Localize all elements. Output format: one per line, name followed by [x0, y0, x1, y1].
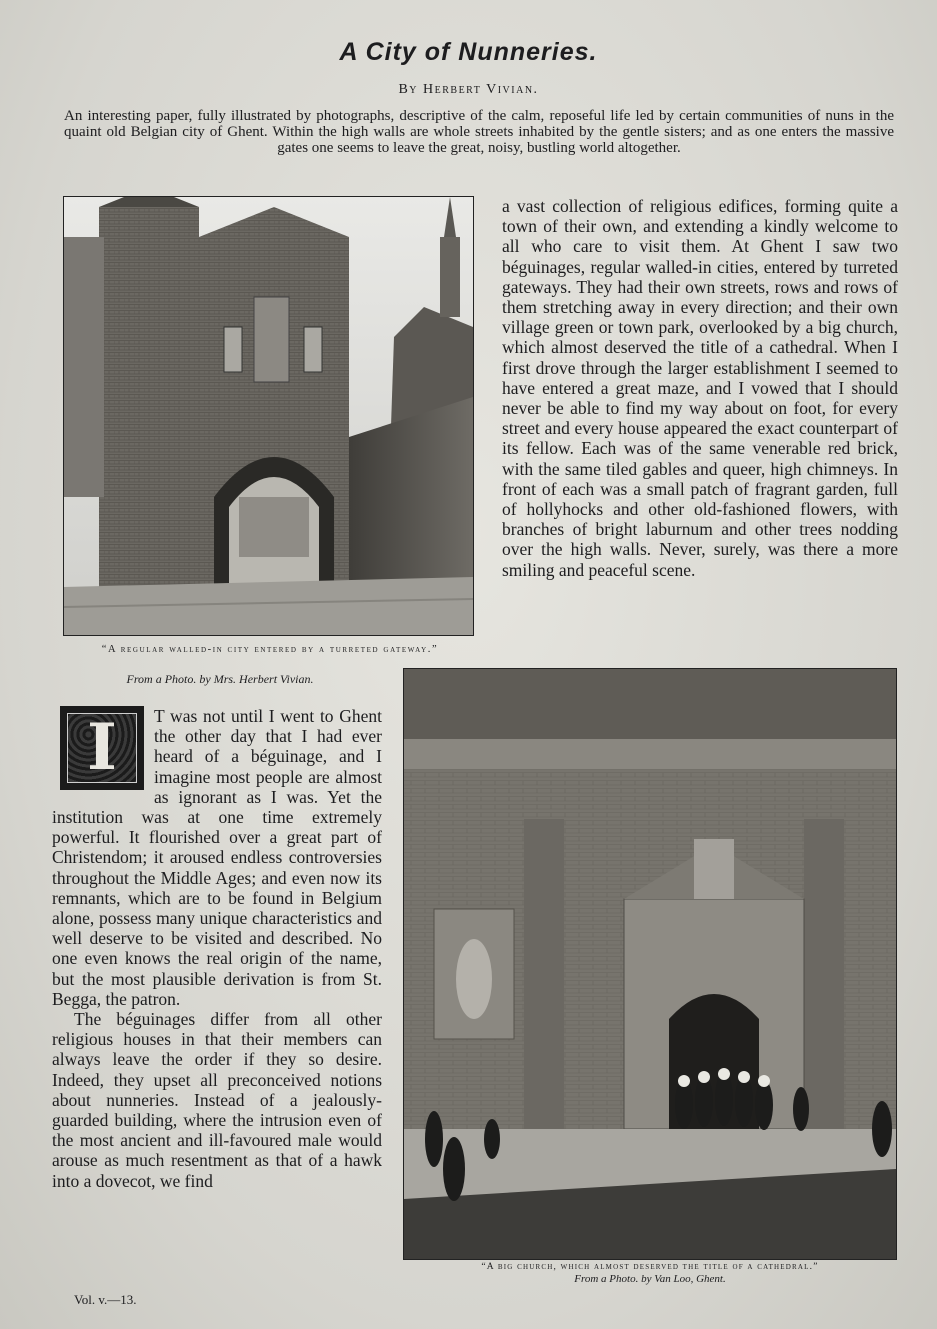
caption-gateway: “A regular walled-in city entered by a turreted gateway.”	[101, 644, 439, 655]
article-standfirst: An interesting paper, fully illustrated by photographs, descriptive of the calm, reposeful life led by certain communities of nuns in the quaint old Belgian city of Ghent. Within the high walls are whole streets inhabited by the gentle sisters; and as one enters the massive gates one seems to leave the great, noisy, bustling world altogether.	[64, 108, 894, 156]
church-illustration	[404, 669, 896, 1259]
page-folio: Vol. v.—13.	[74, 1292, 137, 1307]
body-column-left	[52, 706, 382, 1191]
article-byline: By Herbert Vivian.	[398, 82, 539, 97]
paragraph-1: T was not until I went to Ghent the other day that I had ever heard of a béguinage, and I imagine most people are almost as ignorant as I was. Yet the institution was at one time extremely powerful. It flourished over a great part of Christendom; it aroused endless controversies throughout the Middle Ages; and even now its remnants, which are to be found in Belgium alone, possess many unique characteristics and well deserve to be visited and described. No one even knows the real origin of the name, but the most plausible derivation is from St. Begga, the patron.	[52, 706, 382, 1009]
dropcap-ornament	[60, 706, 144, 790]
dropcap-letter: I	[87, 710, 117, 785]
article-title: A City of Nunneries.	[339, 38, 598, 66]
gateway-illustration	[64, 197, 473, 635]
photo-church	[403, 668, 897, 1260]
body-column-right: a vast collection of religious edifices, forming quite a town of their own, and extending a kindly welcome to all who care to visit them. At Ghent I saw two béguinages, regular walled-in cities, entered by turreted gateways. They had their own streets, rows and rows of them stretching away in every direction; and their own village green or town park, overlooked by a big church, which almost deserved the title of a cathedral. When I first drove through the larger establishment I seemed to have entered a great maze, and I vowed that I should never be able to find my way about on foot, for every street and every house appeared the exact counterpart of its fellow. Each was of the same venerable red brick, with the same tiled gables and queer, high chimneys. In front of each was a small patch of fragrant garden, full of hollyhocks and other old-fashioned flowers, with branches of bright laburnum and other trees nodding over the high walls. Never, surely, was there a more smiling and peaceful scene.	[502, 196, 898, 580]
paragraph-2: The béguinages differ from all other religious houses in that their members can always leave the order if they so desire. Indeed, they upset all preconceived notions about nunneries. Instead of a jealously-guarded building, where the intrusion even of the most ancient and ill-favoured male would arouse as much resentment as that of a hawk into a dovecot, we find	[52, 1009, 382, 1191]
credit-gateway: From a Photo. by Mrs. Herbert Vivian.	[126, 672, 314, 686]
caption-church: “A big church, which almost deserved the title of a cathedral.”	[481, 1262, 819, 1272]
credit-church: From a Photo. by Van Loo, Ghent.	[574, 1273, 726, 1285]
photo-gateway	[63, 196, 474, 636]
